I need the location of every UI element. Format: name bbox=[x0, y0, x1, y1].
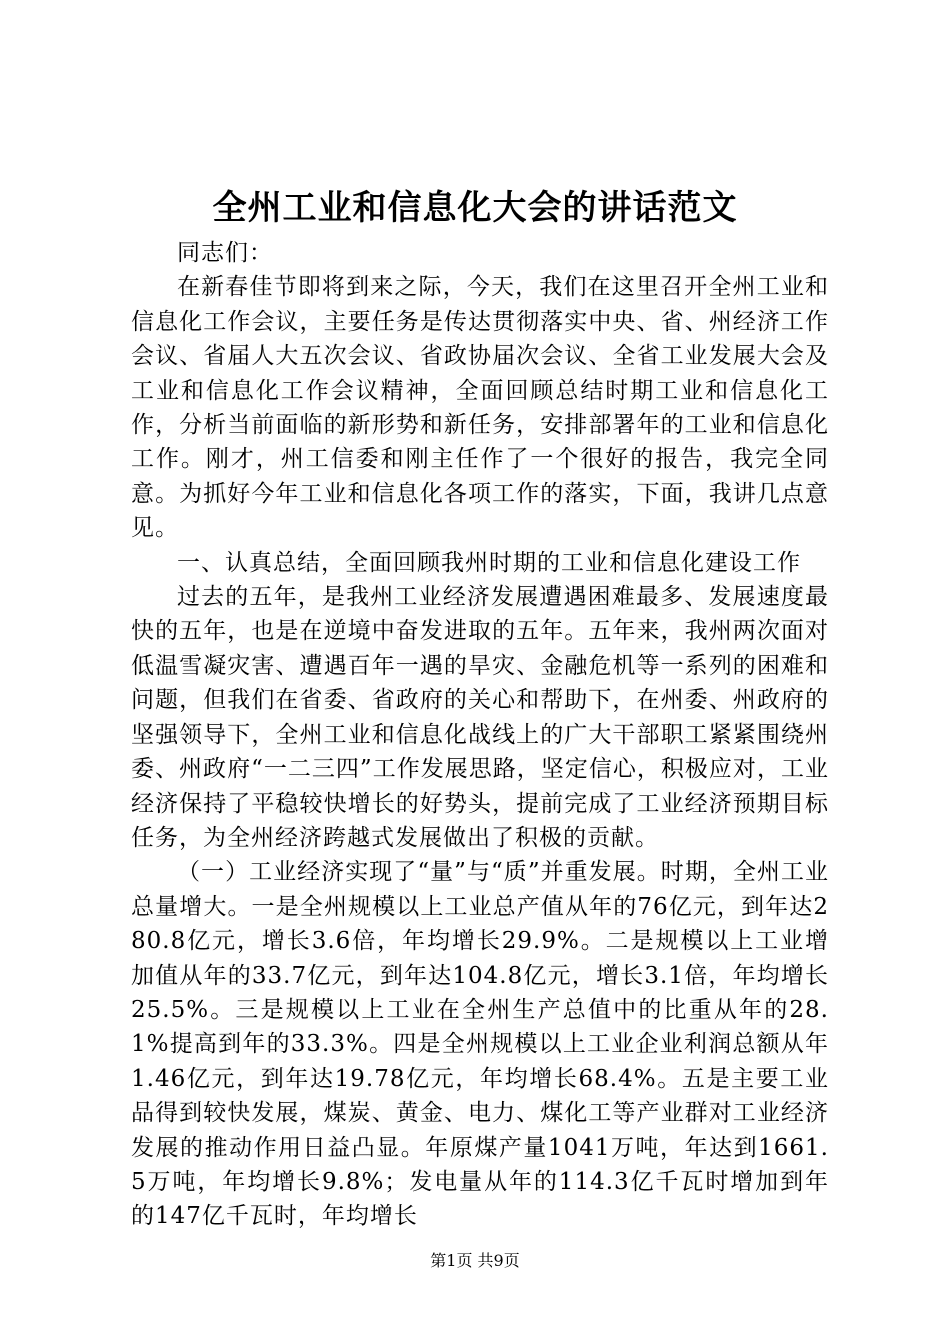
paragraph-industrial-growth: （一）工业经济实现了“量”与“质”并重发展。时期，全州工业总量增大。一是全州规模以上工业总产值从年的76亿元，到年达280.8亿元，增长3.6倍，年均增长29.9%。二是规模以上工业增加值从年的33.7亿元，到年达104.8亿元，增长3.1倍，年均增长25.5%。三是规模以上工业在全州生产总值中的比重从年的28.1%提高到年的33.3%。四是全州规模以上工业企业利润总额从年1.46亿元，到年达19.78亿元，年均增长68.4%。五是主要工业品得到较快发展，煤炭、黄金、电力、煤化工等产业群对工业经济发展的推动作用日益凸显。年原煤产量1041万吨，年达到1661.5万吨，年均增长9.8%；发电量从年的114.3亿千瓦时增加到年的147亿千瓦时，年均增长 bbox=[131, 859, 829, 1230]
salutation: 同志们： bbox=[177, 240, 273, 266]
section-heading-1: 一、认真总结，全面回顾我州时期的工业和信息化建设工作 bbox=[177, 549, 801, 576]
paragraph-review: 过去的五年，是我州工业经济发展遭遇困难最多、发展速度最快的五年，也是在逆境中奋发进取的五年。五年来，我州两次面对低温雪凝灾害、遭遇百年一遇的旱灾、金融危机等一系列的困难和问题，但我们在省委、省政府的关心和帮助下，在州委、州政府的坚强领导下，全州工业和信息化战线上的广大干部职工紧紧围绕州委、州政府“一二三四”工作发展思路，坚定信心，积极应对，工业经济保持了平稳较快增长的好势头，提前完成了工业经济预期目标任务，为全州经济跨越式发展做出了积极的贡献。 bbox=[131, 584, 829, 851]
page-footer: 第1页 共9页 bbox=[430, 1251, 520, 1270]
paragraph-intro: 在新春佳节即将到来之际，今天，我们在这里召开全州工业和信息化工作会议，主要任务是传达贯彻落实中央、省、州经济工作会议、省届人大五次会议、省政协届次会议、全省工业发展大会及工业和信息化工作会议精神，全面回顾总结时期工业和信息化工作，分析当前面临的新形势和新任务，安排部署年的工业和信息化工作。刚才，州工信委和刚主任作了一个很好的报告，我完全同意。为抓好今年工业和信息化各项工作的落实，下面，我讲几点意见。 bbox=[131, 274, 829, 542]
document-title: 全州工业和信息化大会的讲话范文 bbox=[212, 188, 738, 228]
document-body bbox=[131, 236, 829, 1234]
